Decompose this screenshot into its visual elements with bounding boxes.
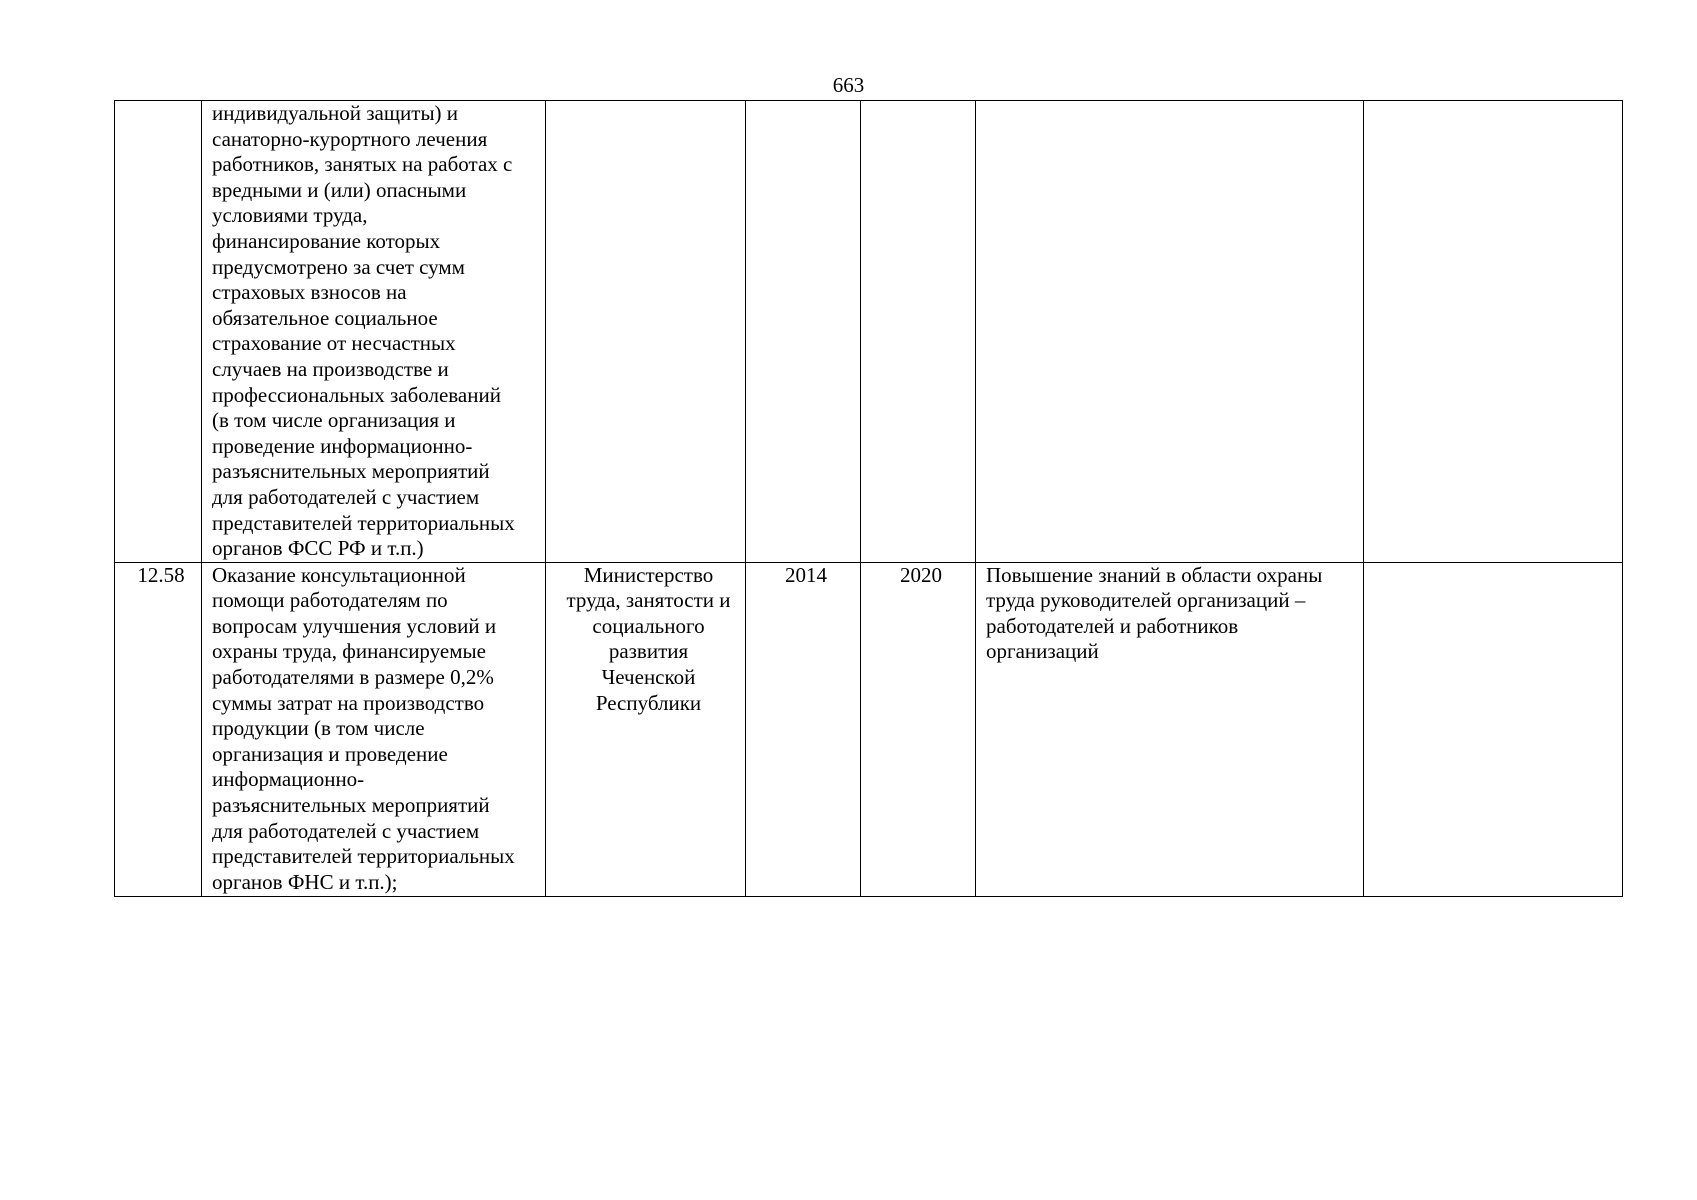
- executor-text: Министерство труда, занятости и социального развития Чеченской Республики: [566, 562, 731, 715]
- row-number-cell: [115, 562, 202, 896]
- result-cell: [976, 562, 1364, 896]
- end-year-cell: [861, 101, 976, 563]
- note-cell: [1364, 562, 1623, 896]
- measure-description: индивидуальной защиты) и санаторно-курортного лечения работников, занятых на работах с вредными и (или) опасными условиями труда, финансирование которых предусмотрено за счет сумм страховых взносов на обязательное социальное страхование от несчастных случаев на производстве и профессиональных заболеваний (в том числе организация и проведение информационно- разъяснительных мероприятий для работодателей с участием представителей территориальных органов ФСС РФ и т.п.): [212, 101, 515, 561]
- end-year: 2020: [900, 562, 942, 587]
- start-year: 2014: [785, 562, 827, 587]
- description-cell: [202, 562, 546, 896]
- end-year-cell: [861, 562, 976, 896]
- measure-description: Оказание консультационной помощи работодателям по вопросам улучшения условий и охраны труда, финансируемые работодателями в размере 0,2% суммы затрат на производство продукции (в том числе организация и проведение информационно- разъяснительных мероприятий для работодателей с участием представителей территориальных органов ФНС и т.п.);: [212, 562, 515, 894]
- note-cell: [1364, 101, 1623, 563]
- measures-table: [114, 100, 1623, 897]
- result-cell: [976, 101, 1364, 563]
- description-cell: [202, 101, 546, 563]
- start-year-cell: [746, 562, 861, 896]
- executor-cell: [546, 562, 746, 896]
- start-year-cell: [746, 101, 861, 563]
- executor-cell: [546, 101, 746, 563]
- row-number: 12.58: [137, 562, 185, 587]
- expected-result: Повышение знаний в области охраны труда руководителей организаций – работодателей и работников организаций: [986, 562, 1323, 664]
- page-number: 663: [832, 73, 865, 97]
- table-row: [115, 101, 1623, 563]
- table-row: [115, 562, 1623, 896]
- row-number-cell: [115, 101, 202, 563]
